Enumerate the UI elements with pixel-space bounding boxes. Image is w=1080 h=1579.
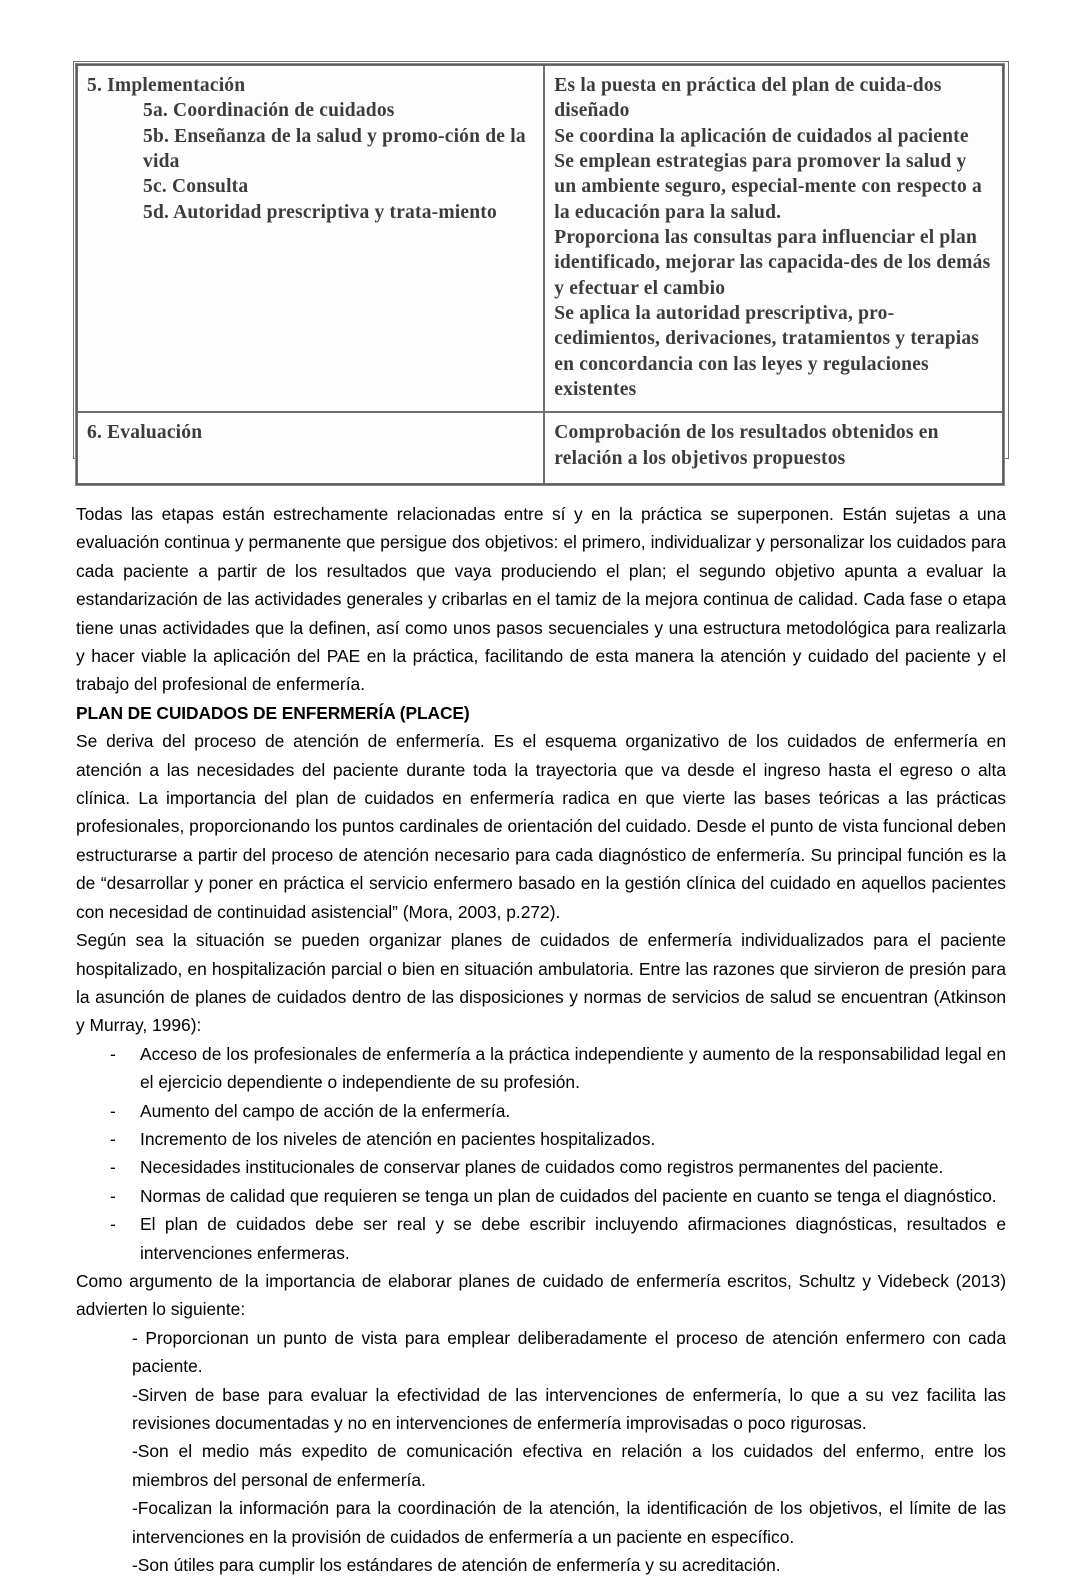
list-item-text: Incremento de los niveles de atención en pacientes hospitalizados. xyxy=(140,1128,656,1149)
table-cell-stage-6-description xyxy=(544,412,1003,484)
list-item xyxy=(76,1097,1006,1125)
list-item xyxy=(76,1210,1006,1267)
list-item xyxy=(76,1125,1006,1153)
schultz-item: -Son útiles para cumplir los estándares de atención de enfermería y su acreditación. xyxy=(132,1555,781,1576)
paragraph-segun-sea-la-situacion: Según sea la situación se pueden organizar planes de cuidados de enfermería individualizados para el paciente hospitalizado, en hospitalización parcial o bien en situación ambulatoria. Entre las razones que sirvieron de presión para la asunción de planes de cuidados dentro de las disposiciones y normas de servicios de salud se encuentran (Atkinson y Murray, 1996): xyxy=(76,930,1006,1036)
table-cell-stage-5 xyxy=(77,65,544,412)
document-body xyxy=(76,500,1006,1579)
dash-marker-icon: - xyxy=(110,1185,116,1206)
list-item xyxy=(76,1153,1006,1181)
stage-5-desc-line: Se emplean estrategias para promover la salud y un ambiente seguro, especial-mente con respecto a la educación para la salud. xyxy=(554,151,982,223)
paragraph-place-body: Se deriva del proceso de atención de enfermería. Es el esquema organizativo de los cuidados de enfermería en atención a las necesidades del paciente durante toda la trayectoria que va desde el ingreso hasta el egreso o alta clínica. La importancia del plan de cuidados en enfermería radica en que vierte las bases teóricas a las prácticas profesionales, proporcionando los puntos cardinales de orientación del cuidado. Desde el punto de vista funcional deben estructurarse a partir del proceso de atención necesario para cada diagnóstico de enfermería. Su principal función es la de “desarrollar y poner en práctica el servicio enfermero basado en la gestión clínica del cuidado en aquellos pacientes con necesidad de continuidad asistencial” (Mora, 2003, p.272). xyxy=(76,731,1006,922)
schultz-videbeck-list xyxy=(76,1324,1006,1579)
heading-place: PLAN DE CUIDADOS DE ENFERMERÍA (PLACE) xyxy=(76,702,470,723)
schultz-item: -Focalizan la información para la coordinación de la atención, la identificación de los objetivos, el límite de las intervenciones en la provisión de cuidados de enfermería a un paciente en específico. xyxy=(132,1498,1006,1547)
stage-5a: 5a. Coordinación de cuidados xyxy=(143,100,395,122)
list-item-text: El plan de cuidados debe ser real y se debe escribir incluyendo afirmaciones diagnósticas, resultados e intervenciones enfermeras. xyxy=(140,1214,1006,1263)
list-item-text: Normas de calidad que requieren se tenga un plan de cuidados del paciente en cuanto se tenga el diagnóstico. xyxy=(140,1185,997,1206)
stage-5-desc-line: Proporciona las consultas para influenciar el plan identificado, mejorar las capacida-des de los demás y efectuar el cambio xyxy=(554,227,991,299)
list-item-text: Acceso de los profesionales de enfermería a la práctica independiente y aumento de la responsabilidad legal en el ejercicio dependiente o independiente de su profesión. xyxy=(140,1043,1006,1093)
stage-6-title: 6. Evaluación xyxy=(87,422,203,444)
table-cell-stage-6 xyxy=(77,412,544,484)
stage-5-desc-line: Se coordina la aplicación de cuidados al paciente xyxy=(554,125,969,147)
table-row xyxy=(77,412,1003,484)
stage-5b: 5b. Enseñanza de la salud y promo-ción de la vida xyxy=(143,125,526,173)
schultz-item: -Sirven de base para evaluar la efectividad de las intervenciones de enfermería, lo que a su vez facilita las revisiones documentadas y no en intervenciones de enfermería improvisadas o poco rigurosas. xyxy=(132,1384,1006,1433)
paragraph-intro: Todas las etapas están estrechamente relacionadas entre sí y en la práctica se superponen. Están sujetas a una evaluación continua y permanente que persigue dos objetivos: el primero, individualizar y personalizar los cuidados para cada paciente a partir de los resultados que vaya produciendo el plan; el segundo objetivo apunta a evaluar la estandarización de las actividades generales y cribarlas en el tamiz de la mejora continua de calidad. Cada fase o etapa tiene unas actividades que la definen, así como unos pasos secuenciales y una estructura metodológica para realizarla y hacer viable la aplicación del PAE en la práctica, facilitando de esta manera la atención y cuidado del paciente y el trabajo del profesional de enfermería. xyxy=(76,504,1006,695)
nursing-process-table xyxy=(76,64,1004,485)
scanned-table-figure xyxy=(76,64,1004,485)
list-item-text: Aumento del campo de acción de la enfermería. xyxy=(140,1100,511,1121)
dash-marker-icon: - xyxy=(110,1043,116,1064)
schultz-item: -Son el medio más expedito de comunicación efectiva en relación a los cuidados del enfermo, entre los miembros del personal de enfermería. xyxy=(132,1441,1006,1490)
schultz-item: - Proporcionan un punto de vista para emplear deliberadamente el proceso de atención enfermero con cada paciente. xyxy=(132,1327,1006,1377)
stage-5c: 5c. Consulta xyxy=(143,176,249,198)
list-item-text: Necesidades institucionales de conservar planes de cuidados como registros permanentes del paciente. xyxy=(140,1157,944,1178)
list-item xyxy=(76,1182,1006,1210)
stage-5-title: 5. Implementación xyxy=(87,75,246,96)
dash-marker-icon: - xyxy=(110,1214,116,1235)
stage-5d: 5d. Autoridad prescriptiva y trata-miento xyxy=(143,201,497,223)
dash-marker-icon: - xyxy=(110,1157,116,1178)
stage-5-desc-line: Es la puesta en práctica del plan de cuida-dos diseñado xyxy=(554,75,942,122)
paragraph-como-argumento: Como argumento de la importancia de elaborar planes de cuidado de enfermería escritos, Schultz y Videbeck (2013) advierten lo siguiente: xyxy=(76,1270,1006,1320)
dash-marker-icon: - xyxy=(110,1128,116,1149)
stage-6-desc-line: Comprobación de los resultados obtenidos en relación a los objetivos propuestos xyxy=(554,422,939,469)
list-item xyxy=(76,1040,1006,1097)
table-row xyxy=(77,65,1003,412)
table-cell-stage-5-description xyxy=(544,65,1003,412)
dash-marker-icon: - xyxy=(110,1100,116,1121)
stage-5-desc-line: Se aplica la autoridad prescriptiva, pro-cedimientos, derivaciones, tratamientos y terapias en concordancia con las leyes y regulaciones existentes xyxy=(554,303,980,401)
reasons-dash-list xyxy=(76,1040,1006,1267)
